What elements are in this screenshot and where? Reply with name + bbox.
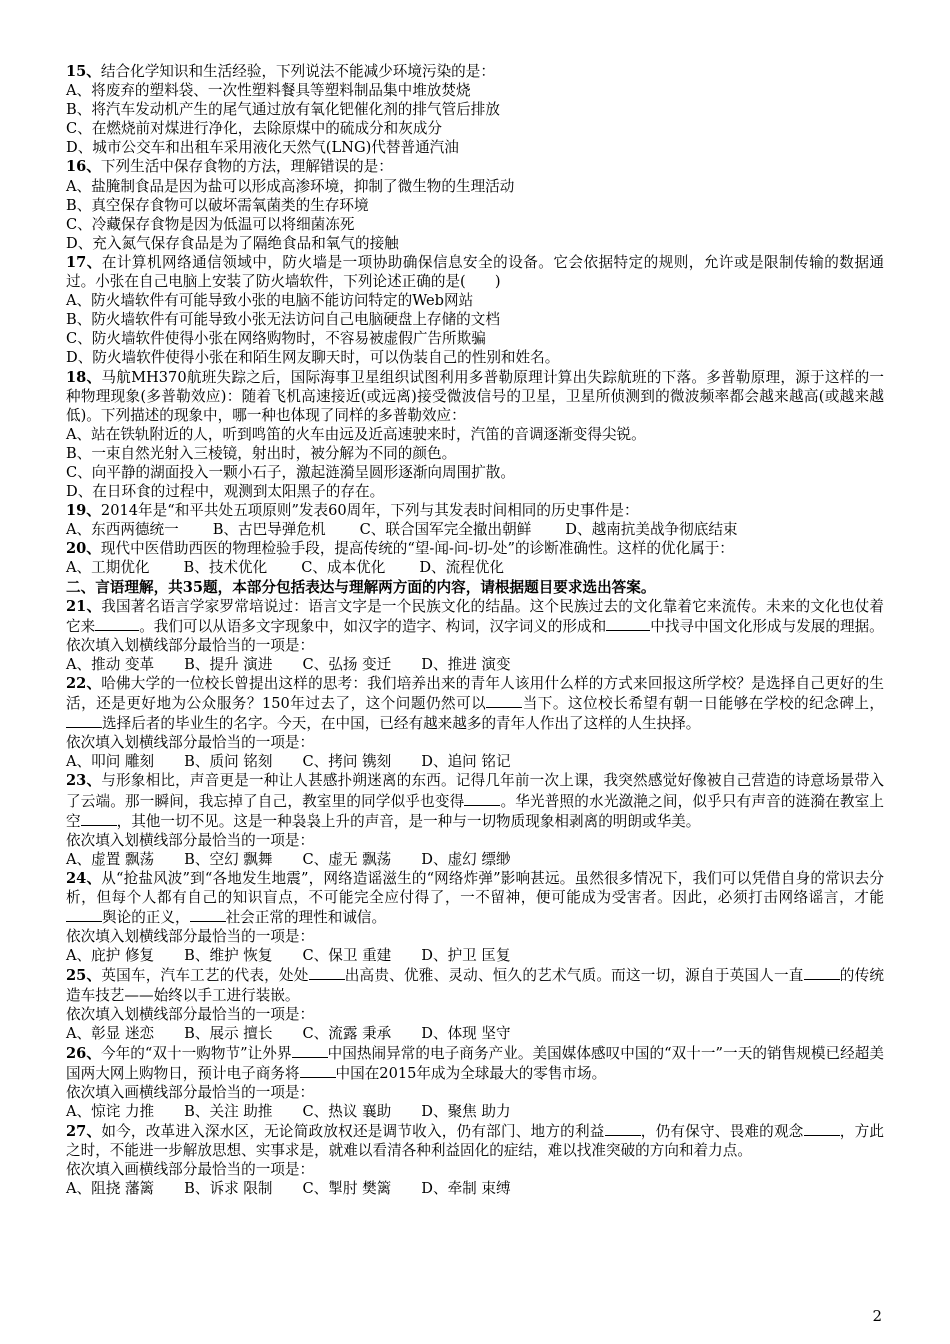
option-c: C、弘扬 变迁 <box>302 655 392 673</box>
question-number: 23、 <box>66 772 102 790</box>
blank-line <box>190 907 226 922</box>
question-18 <box>66 368 884 502</box>
question-22 <box>66 674 884 771</box>
option-a: A、工期优化 <box>66 559 150 577</box>
option-b: B、一束自然光射入三棱镜，射出时，被分解为不同的颜色。 <box>66 444 457 462</box>
question-number: 25、 <box>66 967 102 985</box>
question-number: 18、 <box>66 368 102 386</box>
option-d: D、充入氮气保存食品是为了隔绝食品和氧气的接触 <box>66 234 399 252</box>
question-stem-part: 中找寻中国文化形成与发展的理据。 <box>650 617 884 635</box>
option-b: B、诉求 限制 <box>184 1180 273 1198</box>
option-c: C、保卫 重建 <box>302 947 392 965</box>
option-a: A、站在铁轨附近的人，听到鸣笛的火车由远及近高速驶来时，汽笛的音调逐渐变得尖锐。 <box>66 425 646 443</box>
options-row <box>66 1024 884 1043</box>
question-15 <box>66 62 884 157</box>
question-stem: 马航MH370航班失踪之后，国际海事卫星组织试图利用多普勒原理计算出失踪航班的下落。多普勒原理，源于这样的一种物理现象(多普勒效应)：随着飞机高速接近(或远离)接受微波信号的卫星，卫星所侦测到的微波频率都会越来越高(或越来越低)。下列描述的现象中，哪一种也体现了同样的多普勒效应： <box>66 368 885 424</box>
question-stem-part: 与形象相比，声音更是一种让人甚感扑朔迷离的东西。记得几年前一次上课，我突然感觉好像被自己营造的诗意场景带入了云端。那一瞬间，我忘掉了自己，教室里的同学似乎也变得 <box>66 772 884 810</box>
question-stem-part: 出高贵、优雅、灵动、恒久的艺术气质。而这一切，源自于英国人一直 <box>344 967 804 985</box>
question-prompt: 依次填入划横线部分最恰当的一项是： <box>66 636 315 654</box>
option-c: C、冷藏保存食物是因为低温可以将细菌冻死 <box>66 215 355 233</box>
blank-line <box>804 1121 840 1136</box>
question-stem: 2014年是“和平共处五项原则”发表60周年，下列与其发表时间相同的历史事件是： <box>100 502 639 520</box>
page-content <box>66 62 884 1199</box>
question-prompt: 依次填入划横线部分最恰当的一项是： <box>66 831 315 849</box>
option-c: C、防火墙软件使得小张在网络购物时，不容易被虚假广告所欺骗 <box>66 330 486 348</box>
blank-line <box>66 907 102 922</box>
option-c: C、成本优化 <box>301 559 386 577</box>
question-number: 20、 <box>66 540 101 558</box>
options-row <box>66 946 884 965</box>
option-a: A、防火墙软件有可能导致小张的电脑不能访问特定的Web网站 <box>66 292 474 310</box>
blank-line <box>464 791 500 806</box>
option-b: B、防火墙软件有可能导致小张无法访问自己电脑硬盘上存储的文档 <box>66 311 500 329</box>
option-b: B、将汽车发动机产生的尾气通过放有氧化钯催化剂的排气管后排放 <box>66 101 500 119</box>
question-number: 16、 <box>66 158 101 176</box>
question-stem-part: 当下。这位校长希望有朝一日能够在学校的纪念碑上， <box>522 695 884 713</box>
question-stem-part: 今年的“双十一购物节”让外界 <box>100 1044 292 1062</box>
option-a: A、惊诧 力推 <box>66 1103 155 1121</box>
option-a: A、庇护 修复 <box>66 947 155 965</box>
option-d: D、虚幻 缥缈 <box>421 850 511 868</box>
options-row <box>66 850 884 869</box>
question-16 <box>66 157 884 252</box>
question-25 <box>66 965 884 1042</box>
question-23 <box>66 771 884 868</box>
option-b: B、空幻 飘舞 <box>184 850 273 868</box>
question-prompt: 依次填入画横线部分最恰当的一项是： <box>66 1083 315 1101</box>
question-stem-part: 如今，改革进入深水区，无论简政放权还是调节收入，仍有部门、地方的利益 <box>101 1123 605 1141</box>
question-19 <box>66 501 884 539</box>
question-stem-part: 哈佛大学的一位校长曾提出这样的思考：我们培养出来的青年人该用什么样的方式来回报这所学校？是选择自己更好的生活，还是更好地为公众服务？150年过去了，这个问题仍然可以 <box>66 675 884 713</box>
blank-line <box>804 965 840 980</box>
option-a: A、推动 变革 <box>66 655 155 673</box>
question-24 <box>66 869 884 965</box>
option-d: D、牵制 束缚 <box>421 1180 511 1198</box>
question-stem-part: ，方此之时，不能进一步解放思想、实事求是，就难以看清各种利益固化的症结，难以找准突破的方向和着力点。 <box>66 1123 884 1160</box>
option-c: C、虚无 飘荡 <box>302 850 392 868</box>
option-d: D、体现 坚守 <box>421 1024 511 1042</box>
option-a: A、彰显 迷恋 <box>66 1024 155 1042</box>
option-d: D、越南抗美战争彻底结束 <box>565 521 738 539</box>
question-stem-part: 英国车，汽车工艺的代表，处处 <box>101 967 309 985</box>
option-c: C、在燃烧前对煤进行净化，去除原煤中的硫成分和灰成分 <box>66 120 443 138</box>
option-d: D、防火墙软件使得小张在和陌生网友聊天时，可以伪装自己的性别和姓名。 <box>66 349 560 367</box>
options-row <box>66 752 884 771</box>
question-stem-part: 舆论的正义， <box>102 909 190 927</box>
question-stem-part: 从“抢盐风波”到“各地发生地震”，网络造谣滋生的“网络炸弹”影响甚远。虽然很多情况下，我们可以凭借自身的常识去分析，但每个人都有自己的知识盲点，不可能完全应付得了，一不留神，便可能成为受害者。因此，必须打击网络谣言，才能 <box>66 869 884 907</box>
option-d: D、推进 演变 <box>421 655 511 673</box>
question-number: 24、 <box>66 869 102 887</box>
question-stem: 下列生活中保存食物的方法，理解错误的是： <box>100 158 393 176</box>
option-c: C、掣肘 樊篱 <box>302 1180 392 1198</box>
question-number: 17、 <box>66 253 102 271</box>
option-b: B、提升 演进 <box>184 655 273 673</box>
option-a: A、东西两德统一 <box>66 521 179 539</box>
question-prompt: 依次填入划横线部分最恰当的一项是： <box>66 1005 315 1023</box>
question-prompt: 依次填入划横线部分最恰当的一项是： <box>66 928 315 946</box>
page-number: 2 <box>872 1307 882 1325</box>
options-row <box>66 558 884 577</box>
blank-line <box>66 713 102 728</box>
question-stem-part: 。华光普照的水光潋滟之间，似乎只有声音的涟漪在教室上空 <box>66 792 884 830</box>
option-b: B、关注 助推 <box>184 1103 273 1121</box>
option-d: D、追问 铭记 <box>421 753 511 771</box>
question-26 <box>66 1043 884 1121</box>
blank-line <box>292 1043 328 1058</box>
question-stem-part: ，仍有保守、畏难的观念 <box>640 1123 804 1141</box>
option-a: A、盐腌制食品是因为盐可以形成高渗环境，抑制了微生物的生理活动 <box>66 177 515 195</box>
option-d: D、在日环食的过程中，观测到太阳黑子的存在。 <box>66 483 385 501</box>
question-27 <box>66 1121 884 1198</box>
option-b: B、维护 恢复 <box>184 947 273 965</box>
question-stem: 结合化学知识和生活经验，下列说法不能减少环境污染的是： <box>100 63 495 80</box>
option-c: C、流露 秉承 <box>302 1024 392 1042</box>
option-a: A、将废弃的塑料袋、一次性塑料餐具等塑料制品集中堆放焚烧 <box>66 82 471 100</box>
option-c: C、联合国军完全撤出朝鲜 <box>359 521 532 539</box>
blank-line <box>309 965 345 980</box>
question-prompt: 依次填入划横线部分最恰当的一项是： <box>66 734 315 752</box>
option-c: C、拷问 镌刻 <box>302 753 392 771</box>
question-number: 15、 <box>66 63 101 80</box>
option-d: D、护卫 匡复 <box>421 947 511 965</box>
options-row <box>66 520 884 539</box>
options-row <box>66 1179 884 1198</box>
section-heading: 二、言语理解，共35题，本部分包括表达与理解两方面的内容，请根据题目要求选出答案。 <box>66 578 656 596</box>
question-21 <box>66 597 884 674</box>
question-number: 22、 <box>66 675 102 692</box>
options-row <box>66 655 884 674</box>
blank-line <box>81 811 117 826</box>
blank-line <box>606 616 650 631</box>
option-b: B、真空保存食物可以破坏需氧菌类的生存环境 <box>66 196 369 214</box>
question-stem-part: 中国在2015年成为全球最大的零售市场。 <box>335 1064 607 1082</box>
option-d: D、城市公交车和出租车采用液化天然气(LNG)代替普通汽油 <box>66 139 459 157</box>
options-row <box>66 1102 884 1121</box>
question-stem: 在计算机网络通信领域中，防火墙是一项协助确保信息安全的设备。它会依据特定的规则，允许或是限制传输的数据通过。小张在自己电脑上安装了防火墙软件，下列论述正确的是( ) <box>66 253 884 291</box>
option-b: B、技术优化 <box>183 559 268 577</box>
question-number: 19、 <box>66 502 101 520</box>
option-c: C、向平静的湖面投入一颗小石子，激起涟漪呈圆形逐渐向周围扩散。 <box>66 463 515 481</box>
option-d: D、聚焦 助力 <box>421 1103 511 1121</box>
option-b: B、古巴导弹危机 <box>212 521 326 539</box>
blank-line <box>605 1121 641 1136</box>
option-c: C、热议 襄助 <box>302 1103 392 1121</box>
option-a: A、叩问 雕刻 <box>66 753 155 771</box>
question-stem-part: ，其他一切不见。这是一种袅袅上升的声音，是一种与一切物质现象相剥离的明朗或华美。 <box>116 812 701 830</box>
question-number: 26、 <box>66 1044 101 1062</box>
blank-line <box>300 1063 336 1078</box>
blank-line <box>95 616 139 631</box>
option-a: A、阻挠 藩篱 <box>66 1180 155 1198</box>
question-number: 27、 <box>66 1123 102 1141</box>
question-stem: 现代中医借助西医的物理检验手段，提高传统的“望-闻-问-切-处”的诊断准确性。这样的优化属于： <box>100 540 734 558</box>
option-b: B、展示 擅长 <box>184 1024 273 1042</box>
option-a: A、虚置 飘荡 <box>66 850 155 868</box>
question-prompt: 依次填入画横线部分最恰当的一项是： <box>66 1161 315 1179</box>
option-d: D、流程优化 <box>419 559 505 577</box>
question-stem-part: 中国热闹异常的电子商务产业。美国媒体感叹中国的“双十一”一天的销售规模已经超美国两大网上购物日，预计电子商务将 <box>66 1044 884 1082</box>
question-stem-part: 选择后者的毕业生的名字。今天，在中国，已经有越来越多的青年人作出了这样的人生抉择。 <box>102 715 701 733</box>
question-20 <box>66 539 884 577</box>
option-b: B、质问 铭刻 <box>184 753 273 771</box>
question-17 <box>66 253 884 368</box>
question-number: 21、 <box>66 597 102 615</box>
question-stem-part: 我国著名语言学家罗常培说过：语言文字是一个民族文化的结晶。这个民族过去的文化靠着它来流传。未来的文化也仗着它来 <box>66 597 884 635</box>
blank-line <box>486 693 522 708</box>
question-stem-part: 社会正常的理性和诚信。 <box>225 909 387 927</box>
question-stem-part: 的传统造车技艺——始终以手工进行装嵌。 <box>66 967 884 1004</box>
question-stem-part: 。我们可以从语多文字现象中，如汉字的造字、构词，汉字词义的形成和 <box>139 617 607 635</box>
